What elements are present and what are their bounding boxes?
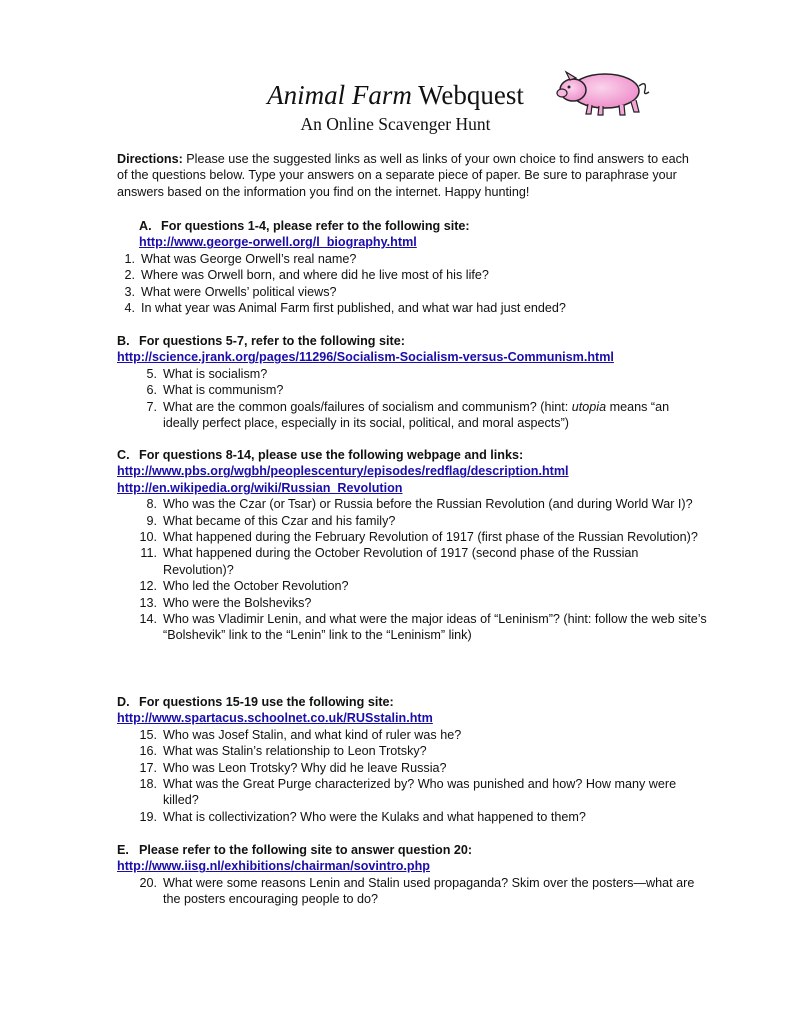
question-text: What happened during the October Revolution of 1917 (second phase of the Russian Revolution)?: [163, 546, 639, 577]
question-item: [117, 578, 707, 594]
question-number: 5.: [146, 366, 157, 381]
question-text: What was Stalin’s relationship to Leon Trotsky?: [163, 744, 427, 759]
section-e: [117, 842, 707, 908]
section-a-link[interactable]: http://www.george-orwell.org/l_biography.html: [139, 235, 417, 250]
question-number: 14.: [139, 612, 157, 627]
question-item: [117, 727, 707, 743]
question-text: What was George Orwell’s real name?: [141, 251, 357, 266]
section-a-questions: [117, 251, 707, 317]
question-item: [117, 300, 707, 316]
section-c-letter: C.: [117, 448, 130, 462]
question-text: What happened during the February Revolution of 1917 (first phase of the Russian Revolution)?: [163, 530, 698, 545]
question-number: 11.: [140, 546, 157, 561]
question-item: [117, 251, 707, 267]
question-text: Who were the Bolsheviks?: [163, 595, 312, 610]
question-number: 4.: [124, 301, 135, 316]
question-item: [117, 595, 707, 611]
section-c-heading: [117, 447, 707, 463]
section-a-heading-text: For questions 1-4, please refer to the following site:: [161, 219, 470, 233]
question-number: 9.: [146, 513, 157, 528]
question-item: [117, 284, 707, 300]
section-d-heading-text: For questions 15-19 use the following site:: [139, 695, 394, 709]
section-c-heading-text: For questions 8-14, please use the following webpage and links:: [139, 448, 524, 462]
section-b: [117, 333, 707, 431]
directions-text: Please use the suggested links as well as links of your own choice to find answers to each of the questions below. Type your answers on a separate piece of paper. Be sure to paraphrase your answers based on the information you find on the internet. Happy hunting!: [117, 152, 689, 199]
title-italic: Animal Farm: [267, 80, 412, 110]
question-number: 18.: [139, 777, 157, 792]
question-number: 13.: [139, 595, 157, 610]
question-number: 7.: [146, 399, 157, 414]
question-7-hint-word: utopia: [571, 399, 607, 414]
section-c-link-2[interactable]: http://en.wikipedia.org/wiki/Russian_Revolution: [117, 480, 403, 495]
section-c-link-1[interactable]: http://www.pbs.org/wgbh/peoplescentury/episodes/redflag/description.html: [117, 464, 569, 479]
section-b-heading: [117, 333, 707, 349]
question-text: Who was Vladimir Lenin, and what were the major ideas of “Leninism”? (hint: follow the web site’s “Bolshevik” link to the “Lenin” link to the “Leninism” link): [163, 612, 707, 643]
question-number: 17.: [139, 760, 157, 775]
question-item: [117, 382, 707, 398]
question-7-text-before: What are the common goals/failures of socialism and communism? (hint:: [163, 399, 572, 414]
page-title: [0, 80, 791, 111]
question-text: Who was Leon Trotsky? Why did he leave Russia?: [163, 760, 447, 775]
section-d-link[interactable]: http://www.spartacus.schoolnet.co.uk/RUSstalin.htm: [117, 711, 433, 726]
section-e-questions: [117, 875, 707, 908]
question-7-text-after: means “an ideally perfect place, especially in its social, political, and moral aspects”): [163, 399, 670, 431]
section-e-link[interactable]: http://www.iisg.nl/exhibitions/chairman/sovintro.php: [117, 859, 430, 874]
question-number: 12.: [139, 579, 157, 594]
question-text: What were some reasons Lenin and Stalin used propaganda? Skim over the posters—what are the posters encouraging people to do?: [163, 875, 695, 907]
directions-label: Directions:: [117, 152, 183, 166]
question-text: What is communism?: [163, 383, 284, 398]
question-number: 6.: [146, 383, 157, 398]
question-item: [117, 776, 707, 809]
question-text: Where was Orwell born, and where did he live most of his life?: [141, 268, 489, 283]
question-text: Who led the October Revolution?: [163, 579, 349, 594]
question-item: [117, 809, 707, 825]
section-e-letter: E.: [117, 843, 129, 857]
section-b-heading-text: For questions 5-7, refer to the following site:: [139, 334, 405, 348]
section-b-link[interactable]: http://science.jrank.org/pages/11296/Socialism-Socialism-versus-Communism.html: [117, 350, 614, 365]
question-number: 8.: [146, 497, 157, 512]
question-item: [117, 399, 707, 432]
section-d-letter: D.: [117, 695, 130, 709]
page-subtitle: An Online Scavenger Hunt: [300, 114, 491, 134]
section-a: [117, 218, 707, 316]
section-b-questions: [117, 366, 707, 432]
question-text: Who was the Czar (or Tsar) or Russia before the Russian Revolution (and during World War I)?: [163, 497, 693, 512]
question-number: 20.: [139, 875, 157, 890]
question-number: 15.: [139, 727, 157, 742]
section-e-heading-text: Please refer to the following site to answer question 20:: [139, 843, 473, 857]
section-c-questions: [117, 496, 707, 644]
question-item: [117, 760, 707, 776]
section-d-questions: [117, 727, 707, 825]
question-item: [117, 267, 707, 283]
question-item: [117, 545, 707, 578]
question-number: 10.: [139, 530, 157, 545]
question-text: What is socialism?: [163, 366, 268, 381]
section-c: [117, 447, 707, 644]
question-text: What became of this Czar and his family?: [163, 513, 396, 528]
section-a-letter: A.: [139, 219, 152, 233]
section-b-letter: B.: [117, 334, 130, 348]
section-d-heading: [117, 694, 707, 710]
section-d: [117, 694, 707, 825]
question-number: 19.: [139, 809, 157, 824]
question-text: [163, 399, 707, 432]
question-item: [117, 529, 707, 545]
question-number: 2.: [124, 268, 135, 283]
directions-paragraph: [117, 151, 697, 200]
section-e-heading: [117, 842, 707, 858]
question-text: What is collectivization? Who were the Kulaks and what happened to them?: [163, 809, 586, 824]
question-item: [117, 743, 707, 759]
question-item: [117, 366, 707, 382]
question-item: [117, 496, 707, 512]
question-number: 3.: [124, 284, 135, 299]
question-item: [117, 875, 707, 908]
pig-icon: [553, 66, 653, 118]
question-number: 16.: [139, 744, 157, 759]
question-item: [117, 513, 707, 529]
question-item: [117, 611, 707, 644]
question-text: In what year was Animal Farm first published, and what war had just ended?: [141, 301, 566, 316]
question-number: 1.: [124, 251, 135, 266]
question-text: Who was Josef Stalin, and what kind of ruler was he?: [163, 727, 462, 742]
question-text: What was the Great Purge characterized by? Who was punished and how? How many were killed?: [163, 777, 677, 808]
section-a-heading: [117, 218, 707, 234]
question-text: What were Orwells’ political views?: [141, 284, 337, 299]
title-rest: Webquest: [411, 80, 524, 110]
